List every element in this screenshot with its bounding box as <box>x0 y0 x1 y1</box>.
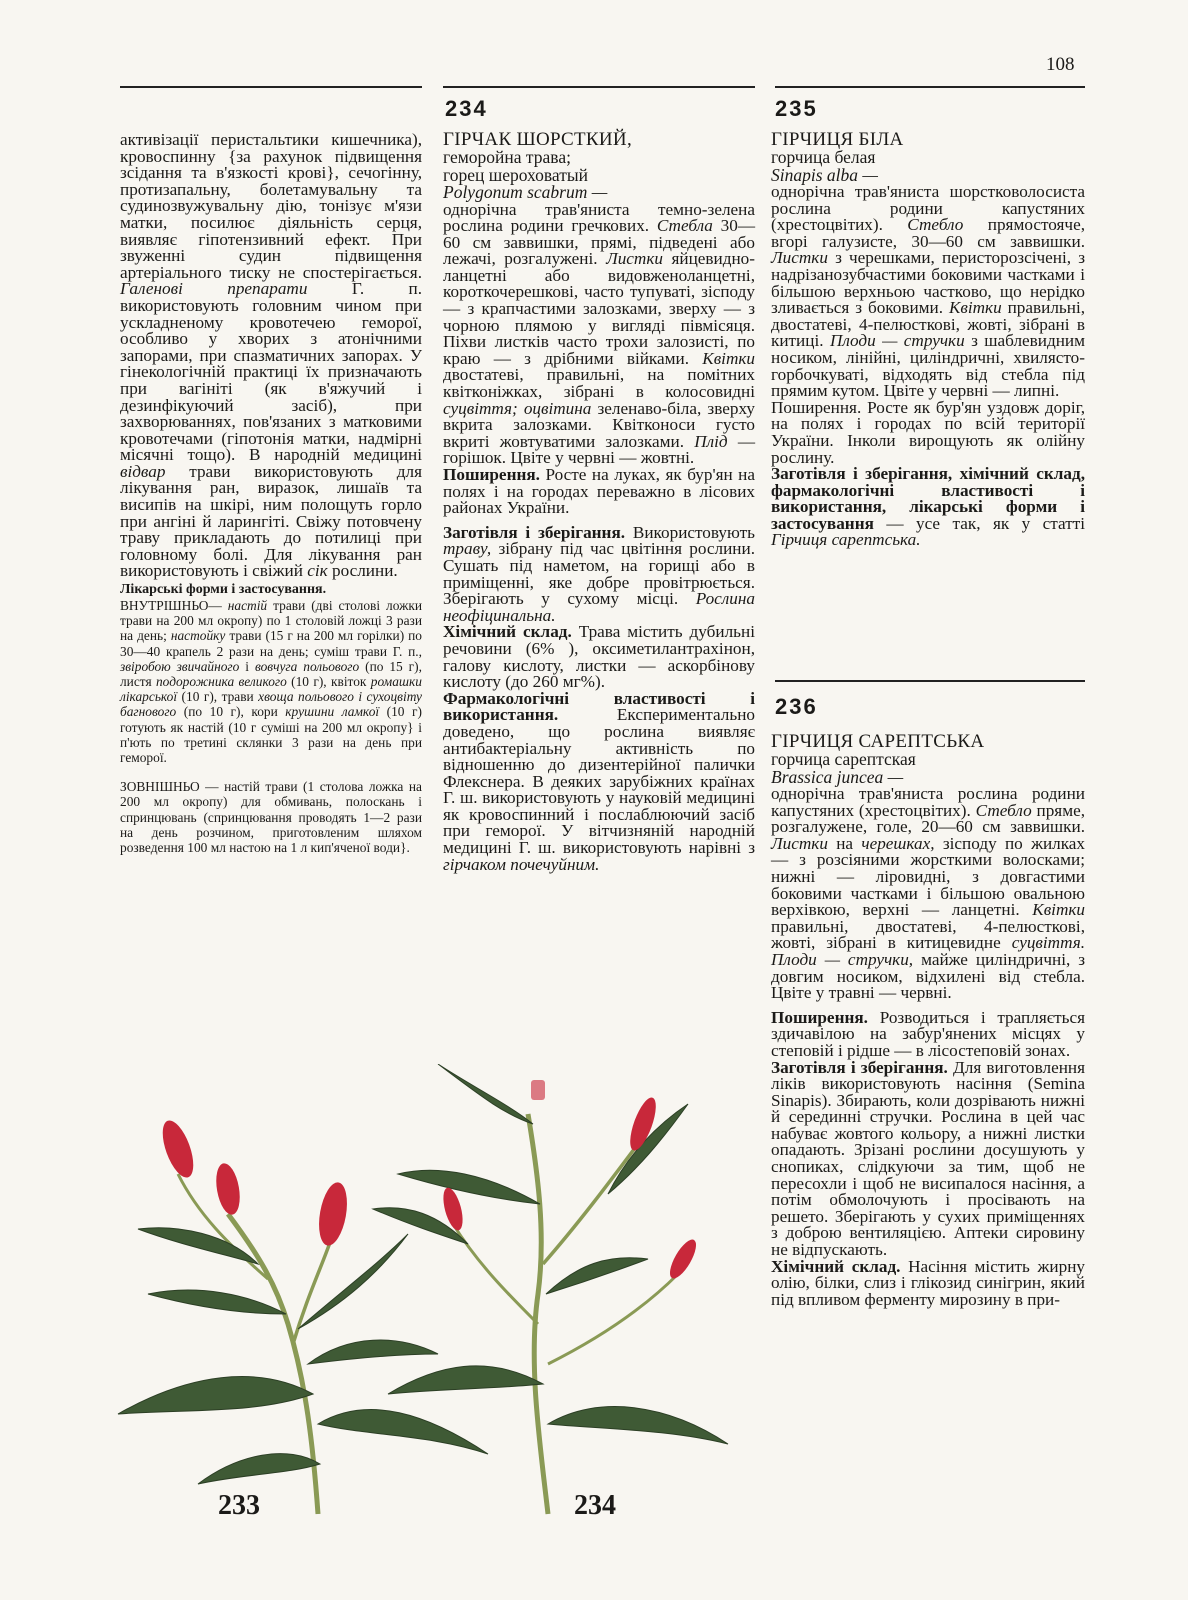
continuation-paragraph: активізації перистальтики кишечника), кровоспинну {за рахунок підвищення зсідання та в'язкості крові}, сечогінну, протизапальну, болетамувальну та судинозвужувальну дію, тонізує м'язи матки, посилює діяльність серця, виявляє гіпотензивний ефект. При звуженні судин підвищення артеріального тиску не спостерігається. Галенові препарати Г. п. використовують головним чином при ускладненому кровотечею геморої, особливо у хворих з атонічними запорами, при спазматичних запорах. У гінекологічній практиці їх призначають при вагініті (як в'яжучий і дезинфікуючий засіб), при захворюваннях, пов'язаних з матковими кровотечами (гіпотонія матки, надмірні місячні тощо). В народній медицині відвар трави використовують для лікування ран, виразок, лишаїв та висипів на шкірі, ним полощуть горло при ангіні й ларингіті. Свіжу потовчену траву прикладають до потилиці при головному болі. Для лікування ран використовують і свіжий сік рослини. <box>120 130 422 581</box>
top-rule-col2 <box>443 86 755 88</box>
column-continuation <box>120 132 422 855</box>
entry-234-spread: Поширення. Росте на луках, як бур'ян на полях і на городах переважно в лісових районах України. <box>443 465 756 518</box>
entry-234 <box>443 130 755 873</box>
mid-rule-col3 <box>775 680 1085 682</box>
entry-236-title: ГІРЧИЦЯ САРЕПТСЬКА <box>771 731 985 752</box>
entry-234-description: однорічна трав'яниста темно-зелена рослина родини гречкових. Стебла 30—60 см заввишки, прямі, підведені або лежачі, розгалужені. Листки яйцевидно-ланцетні або видовженоланцетні, короткочерешкові, часто тупуваті, зісподу — з крапчастими залозками, зверху — з чорною плямою у вигляді півмісяця. Піхви листків часто трохи залозисті, по краю — з дрібними війками. Квітки двостатеві, правильні, на помітних квітконіжках, зібрані в колосовидні суцвіття; оцвітина зеленаво-біла, зверху вкрита залозками. Квітконоси густо вкриті жовтуватими залозками. Плід — горішок. Цвіте у червні — жовтні. <box>443 199 756 468</box>
entry-235-reference: Заготівля і зберігання, хімічний склад, фармакологічні властивості і використання, лікарські форми і застосування — усе так, як у статті Гірчиця сарептська. <box>771 464 1086 550</box>
entry-number-236: 236 <box>775 694 818 719</box>
entry-235-description: однорічна трав'яниста шорстковолосиста рослина родини капустяних (хрестоцвітих). Стебло прямостояче, вгорі галузисте, 30—60 см заввишки. Листки з черешками, перисторозсічені, з надрізанозубчастими боковими частками і більшою верхньою частково, що нерідко зливається з боковими. Квітки правильні, двостатеві, 4-пелюсткові, жовті, зібрані в китиці. Плоди — стручки з шаблевидним носиком, лінійні, циліндричні, хвилясто-горбочкуваті, відходять від стебла під прямим кутом. Цвіте у червні — липні. <box>771 182 1086 401</box>
figure-caption-234: 234 <box>574 1490 616 1521</box>
entry-234-alt-name: геморойна трава; <box>443 147 571 167</box>
plant-illustration <box>108 1064 764 1520</box>
entry-235-alt-name: горчица белая <box>771 147 876 167</box>
entry-234-alt-name-ru: горец шероховатый <box>443 164 589 185</box>
entry-235-spread: Поширення. Росте як бур'ян уздовж доріг, на полях і городах по всій території України. Інколи вирощують як олійну рослину. <box>771 397 1085 467</box>
entry-number-235: 235 <box>775 96 818 121</box>
entry-236-chemistry: Хімічний склад. Насіння містить жирну олію, білки, слиз і глікозид синігрин, який під впливом ферменту мирозину в при- <box>771 1256 1085 1309</box>
entry-236-latin: Brassica juncea — <box>771 766 904 787</box>
entry-235-latin: Sinapis alba — <box>771 164 878 185</box>
entry-number-234: 234 <box>445 96 488 121</box>
entry-236 <box>771 732 1085 1308</box>
figure-caption-233: 233 <box>218 1490 260 1521</box>
forms-outside: ЗОВНІШНЬО — настій трави (1 столова ложка на 200 мл окропу) для обмивань, полоскань і спринцювань (спринцювання проводять 1—2 рази на день розчином, приготовленим шляхом розведення 100 мл настою на 1 л кип'яченої води}. <box>120 779 422 856</box>
entry-236-harvest: Заготівля і зберігання. Для виготовлення ліків використовують насіння (Semina Sinapis). Збирають, коли дозрівають нижні й серединні стручки. Рослина в цей час набуває жовтого кольору, а нижні листки опадають. Зрізані рослини досушують у снопиках, слідкуючи за тим, щоб не пересохли і щоб не висипалося насіння, а потім обмолочують і просівають на решето. Зберігають у сухих приміщеннях з доброю вентиляцією. Аптеки сировину не відпускають. <box>771 1057 1086 1260</box>
entry-236-alt-name: горчица сарептская <box>771 749 916 769</box>
forms-inside: ВНУТРІШНЬО— настій трави (дві столові ложки трави на 200 мл окропу) по 1 столовій ложці 3 рази на день; настойку трави (15 г на 200 мл горілки) по 30—40 крапель 2 рази на день; суміш трави Г. п., звіробою звичайного і вовчуга польового (по 15 г), листя подорожника великого (10 г), квіток ромашки лікарської (10 г), трави хвоща польового і сухоцвіту багнового (по 10 г), кори крушини ламкої (10 г) готують як настій (10 г суміші на 200 мл окропу} і п'ють по третині склянки 3 рази на день при геморої. <box>120 598 423 766</box>
entry-236-spread: Поширення. Розводиться і трапляється здичавілою на забур'янених місцях у степовій і рідше — в лісостеповій зонах. <box>771 1007 1085 1060</box>
entry-234-harvest: Заготівля і зберігання. Використовують траву, зібрану під час цвітіння рослини. Сушать під наметом, на горищі або в приміщенні, яке добре провітрюється. Зберігають у сухому місці. Рослина неофіцинальна. <box>443 522 755 625</box>
entry-234-latin: Polygonum scabrum — <box>443 182 608 202</box>
entry-236-description: однорічна трав'яниста рослина родини капустяних (хрестоцвітих). Стебло пряме, розгалужене, голе, 20—60 см заввишки. Листки на черешках, зісподу по жилках — з розсіяними жорсткими волосками; нижні — ліровидні, з довгастими боковими частками і більшою овальною верхівкою, верхні — ланцетні. Квітки правильні, двостатеві, 4-пелюсткові, жовті, зібрані в китицевидне суцвіття. Плоди — стручки, майже циліндричні, з довгим носиком, відхилені від стебла. Цвіте у травні — червні. <box>771 784 1086 1003</box>
entry-235-title: ГІРЧИЦЯ БІЛА <box>771 129 904 150</box>
plant-234-drawing <box>373 1064 728 1514</box>
entry-234-chemistry: Хімічний склад. Трава містить дубильні речовини (6% ), оксиметилантрахінон, галову кислоту, листки — аскорбінову кислоту (до 260 мг%). <box>443 622 755 692</box>
top-rule-col3 <box>775 86 1085 88</box>
entry-235 <box>771 130 1085 549</box>
entry-234-pharmacology: Фармакологічні властивості і використання. Експериментально доведено, що рослина виявляє антибактеріальну активність по відношенню до дизентерійної палички Флекснера. В деяких зарубіжних країнах Г. ш. використовують у науковій медицині як кровоспинний і послаблюючий засіб при геморої. У вітчизняній народній медицині Г. ш. використовують нарівні з гірчаком почечуйним. <box>443 688 755 874</box>
top-rule-col1 <box>120 86 422 88</box>
entry-234-title: ГІРЧАК ШОРСТКИЙ, <box>443 129 633 150</box>
page-number: 108 <box>1046 54 1075 75</box>
forms-title: Лікарські форми і застосування. <box>120 582 327 598</box>
